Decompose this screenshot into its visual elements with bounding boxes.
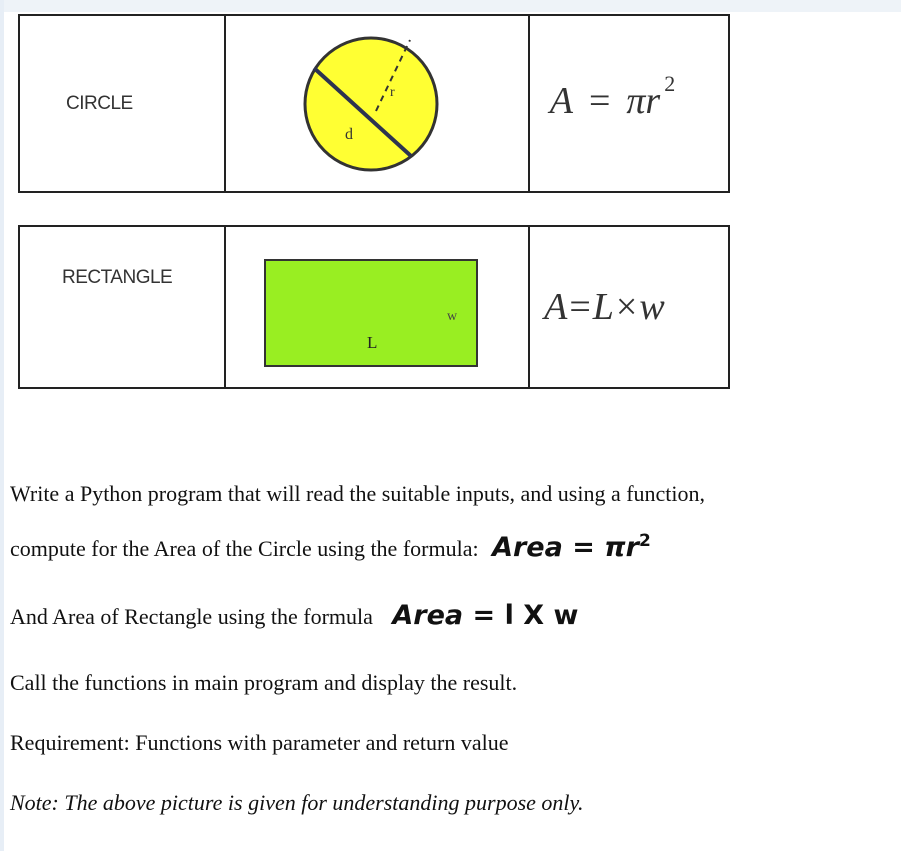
rectangle-area-math [392,600,578,631]
math-equals: = [562,532,605,563]
circle-area-formula [530,71,728,123]
formula-rhs: πr [626,79,661,122]
paragraph-note: Note: The above picture is given for understanding purpose only. [10,790,584,815]
formula-length: L [592,286,614,328]
math-exponent: 2 [638,531,651,551]
circle-formula-cell [529,15,729,192]
top-background-strip [0,0,901,12]
formula-times: × [615,286,638,328]
rectangle-name: RECTANGLE [62,267,173,288]
paragraph-rectangle-formula [10,600,578,631]
rectangle-figure [226,227,528,387]
circle-shape [305,38,437,170]
table-row [19,226,729,388]
formula-equals: = [588,79,611,122]
rectangle-width-label: w [447,309,458,324]
math-lhs: Area [392,600,464,631]
table-row [19,15,729,192]
formula-exponent: 2 [664,70,676,96]
rectangle-formula-text: And Area of Rectangle using the formula [10,604,373,629]
paragraph-circle-formula [10,531,651,563]
formula-width: w [639,286,665,328]
math-rhs: l X w [504,600,579,631]
circle-formula-text: compute for the Area of the Circle using the formula: [10,536,479,561]
left-background-strip [0,0,4,851]
math-lhs: Area [492,532,563,563]
math-equals: = [463,600,505,631]
paragraph-requirement: Requirement: Functions with parameter and return value [10,730,509,755]
circle-area-math [492,532,651,563]
paragraph-call-functions: Call the functions in main program and display the result. [10,670,518,695]
math-rhs: πr [604,532,639,563]
rectangle-area-formula [530,285,728,329]
circle-diameter-label: d [344,126,353,143]
circle-name-cell [19,15,225,192]
circle-name: CIRCLE [66,92,133,114]
circle-radius-label: r [389,85,395,100]
formula-lhs: A [549,79,573,122]
formula-lhs: A [544,286,568,328]
circle-table [18,14,730,193]
paragraph-task: Write a Python program that will read the suitable inputs, and using a function, [10,481,706,506]
rectangle-figure-cell [225,226,529,388]
formula-equals: = [569,286,591,328]
rectangle-table [18,225,730,389]
circle-figure-cell [225,15,529,192]
rectangle-length-label: L [367,333,378,352]
rectangle-formula-cell [529,226,729,388]
rectangle-name-cell [19,226,225,388]
circle-figure [226,16,528,191]
